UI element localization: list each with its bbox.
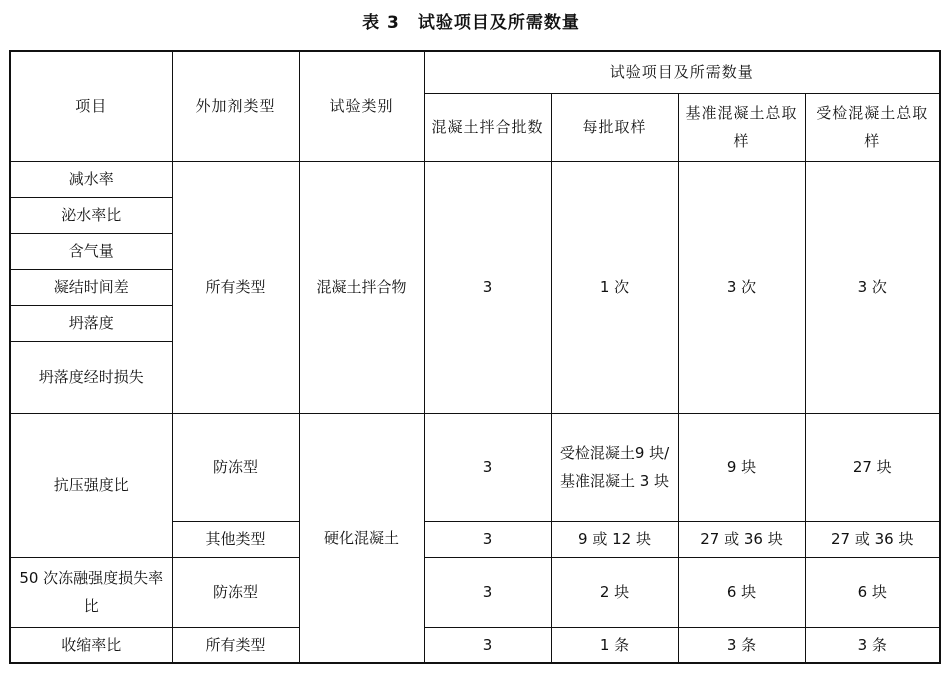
header-group: 试验项目及所需数量 <box>424 51 940 93</box>
item-bleeding-ratio: 泌水率比 <box>10 197 172 233</box>
type-other: 其他类型 <box>172 521 299 557</box>
d-test-total: 3 条 <box>805 627 940 663</box>
header-ref-total: 基准混凝土总取样 <box>678 93 805 161</box>
type-all-a: 所有类型 <box>172 161 299 413</box>
d-per-batch: 1 条 <box>551 627 678 663</box>
test-items-table <box>9 50 941 664</box>
type-all-d: 所有类型 <box>172 627 299 663</box>
type-antifreeze-b: 防冻型 <box>172 413 299 521</box>
header-per-batch: 每批取样 <box>551 93 678 161</box>
b1-test-total: 27 块 <box>805 413 940 521</box>
c-per-batch: 2 块 <box>551 557 678 627</box>
type-antifreeze-c: 防冻型 <box>172 557 299 627</box>
table-number: 表 3 <box>362 13 400 33</box>
a-test-total: 3 次 <box>805 161 940 413</box>
c-batches: 3 <box>424 557 551 627</box>
item-slump: 坍落度 <box>10 305 172 341</box>
item-water-reduction: 减水率 <box>10 161 172 197</box>
item-freeze-thaw: 50 次冻融强度损失率比 <box>10 557 172 627</box>
b2-ref-total: 27 或 36 块 <box>678 521 805 557</box>
header-test-total: 受检混凝土总取样 <box>805 93 940 161</box>
b2-batches: 3 <box>424 521 551 557</box>
d-ref-total: 3 条 <box>678 627 805 663</box>
item-slump-loss: 坍落度经时损失 <box>10 341 172 413</box>
a-batches: 3 <box>424 161 551 413</box>
table-caption <box>0 8 942 33</box>
table-name: 试验项目及所需数量 <box>417 13 580 33</box>
item-shrinkage: 收缩率比 <box>10 627 172 663</box>
category-mixture: 混凝土拌合物 <box>299 161 424 413</box>
item-compressive-strength: 抗压强度比 <box>10 413 172 557</box>
b2-per-batch: 9 或 12 块 <box>551 521 678 557</box>
item-setting-time-diff: 凝结时间差 <box>10 269 172 305</box>
item-air-content: 含气量 <box>10 233 172 269</box>
c-ref-total: 6 块 <box>678 557 805 627</box>
c-test-total: 6 块 <box>805 557 940 627</box>
b1-per-batch: 受检混凝土9 块/基准混凝土 3 块 <box>551 413 678 521</box>
b1-ref-total: 9 块 <box>678 413 805 521</box>
category-hardened: 硬化混凝土 <box>299 413 424 663</box>
header-batches: 混凝土拌合批数 <box>424 93 551 161</box>
a-ref-total: 3 次 <box>678 161 805 413</box>
header-item: 项目 <box>10 51 172 161</box>
b2-test-total: 27 或 36 块 <box>805 521 940 557</box>
b1-batches: 3 <box>424 413 551 521</box>
header-admixture-type: 外加剂类型 <box>172 51 299 161</box>
d-batches: 3 <box>424 627 551 663</box>
header-test-category: 试验类别 <box>299 51 424 161</box>
a-per-batch: 1 次 <box>551 161 678 413</box>
